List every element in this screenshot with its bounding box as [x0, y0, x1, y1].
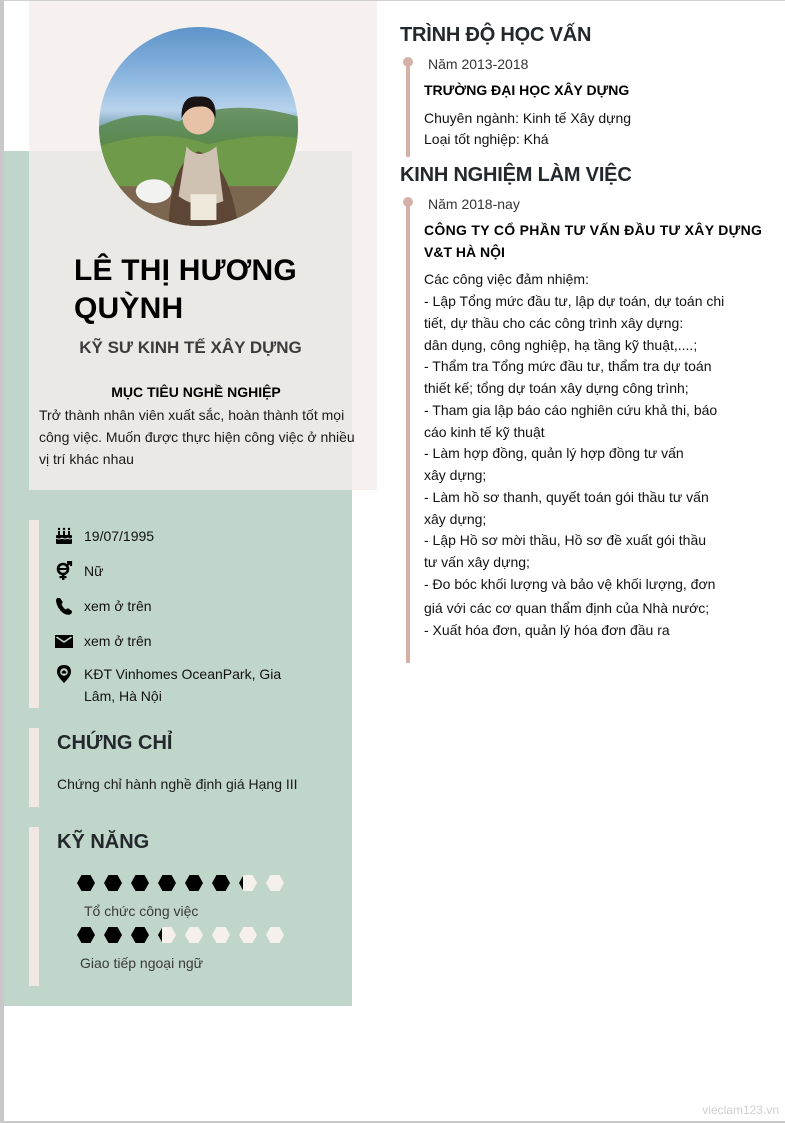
info-row-address	[54, 663, 304, 707]
skills-heading: KỸ NĂNG	[57, 831, 150, 853]
skill-rating-language	[77, 927, 284, 943]
email-icon	[54, 631, 74, 651]
rating-hexagon-filled	[158, 875, 176, 891]
experience-detail-line: - Lập Hồ sơ mời thầu, Hồ sơ đề xuất gói thầu	[424, 532, 707, 548]
address-value: KĐT Vinhomes OceanPark, Gia Lâm, Hà Nội	[84, 666, 282, 704]
objective-text: Trở thành nhân viên xuất sắc, hoàn thành tốt mọi công việc. Muốn được thực hiện công việc ở nhiều vị trí khác nhau	[39, 407, 355, 467]
experience-detail-line: - Thẩm tra Tổng mức đầu tư, thẩm tra dự toán	[424, 358, 712, 374]
phone-icon	[54, 596, 74, 616]
experience-detail-line: xây dựng;	[424, 467, 487, 483]
experience-detail-line: dân dụng, công nghiệp, hạ tầng kỹ thuật,....;	[424, 337, 698, 353]
section-accent-bar	[29, 520, 39, 708]
rating-hexagon-partial	[239, 875, 257, 891]
email-value: xem ở trên	[84, 633, 152, 649]
skill-rating-organization	[77, 875, 284, 891]
rating-hexagon-partial	[158, 927, 176, 943]
experience-date: Năm 2018-nay	[428, 196, 520, 212]
experience-detail-line: - Làm hợp đồng, quản lý hợp đồng tư vấn	[424, 445, 684, 461]
rating-hexagon-filled	[185, 875, 203, 891]
rating-hexagon-filled	[212, 875, 230, 891]
rating-hexagon-empty	[266, 927, 284, 943]
location-pin-icon	[54, 664, 74, 684]
rating-hexagon-empty	[266, 875, 284, 891]
education-date: Năm 2013-2018	[428, 56, 529, 72]
experience-detail-line: - Đo bóc khối lượng và bảo vệ khối lượng, đơn	[424, 576, 716, 592]
rating-hexagon-filled	[77, 927, 95, 943]
section-accent-bar	[29, 827, 39, 986]
rating-hexagon-filled	[104, 875, 122, 891]
skills-section	[29, 827, 329, 986]
birthday-cake-icon	[54, 526, 74, 546]
job-title: KỸ SƯ KINH TẾ XÂY DỰNG	[79, 338, 302, 357]
certificate-item: Chứng chỉ hành nghề định giá Hạng III	[57, 776, 298, 792]
gender-value: Nữ	[84, 563, 104, 579]
rating-hexagon-filled	[104, 927, 122, 943]
rating-hexagon-empty	[185, 927, 203, 943]
experience-heading: KINH NGHIỆM LÀM VIỆC	[400, 164, 632, 186]
candidate-name: LÊ THỊ HƯƠNG QUỲNH	[74, 254, 297, 325]
objective-heading: MỤC TIÊU NGHỀ NGHIỆP	[111, 384, 281, 400]
experience-detail-line: - Lập Tổng mức đầu tư, lập dự toán, dự toán chi	[424, 293, 725, 309]
experience-detail-line: giá với các cơ quan thẩm định của Nhà nước;	[424, 600, 710, 616]
certificates-section	[29, 728, 329, 807]
timeline-dot	[403, 57, 413, 67]
rating-hexagon-filled	[131, 875, 149, 891]
section-accent-bar	[29, 728, 39, 807]
experience-detail-line: Các công việc đảm nhiệm:	[424, 271, 589, 287]
rating-hexagon-filled	[131, 927, 149, 943]
certificates-heading: CHỨNG CHỈ	[57, 732, 173, 754]
experience-detail-line: - Tham gia lập báo cáo nghiên cứu khả thi, báo	[424, 402, 718, 418]
info-row-phone	[54, 595, 304, 617]
education-timeline	[406, 60, 410, 157]
skill-name: Tổ chức công việc	[84, 903, 199, 919]
education-heading: TRÌNH ĐỘ HỌC VẤN	[400, 24, 592, 46]
info-row-gender	[54, 560, 304, 582]
education-detail: Loại tốt nghiệp: Khá	[424, 131, 549, 147]
education-detail: Chuyên ngành: Kinh tế Xây dựng	[424, 110, 632, 126]
experience-detail-line: - Xuất hóa đơn, quản lý hóa đơn đầu ra	[424, 622, 670, 638]
rating-hexagon-empty	[239, 927, 257, 943]
personal-info-section	[29, 520, 329, 708]
experience-detail-line: tiết, dự thầu cho các công trình xây dựng:	[424, 315, 684, 331]
rating-hexagon-filled	[77, 875, 95, 891]
phone-value: xem ở trên	[84, 598, 152, 614]
info-row-email	[54, 630, 304, 652]
experience-company-line2: V&T HÀ NỘI	[424, 244, 505, 260]
experience-detail-line: cáo kinh tế kỹ thuật	[424, 424, 545, 440]
birthday-value: 19/07/1995	[84, 528, 155, 544]
experience-company: CÔNG TY CỔ PHẦN TƯ VẤN ĐẦU TƯ XÂY DỰNG	[424, 222, 763, 238]
experience-detail-line: xây dựng;	[424, 511, 487, 527]
profile-photo	[99, 27, 298, 226]
timeline-dot	[403, 197, 413, 207]
experience-detail-line: thiết kế; tổng dự toán xây dựng công trình;	[424, 380, 689, 396]
experience-detail-line: tư vấn xây dựng;	[424, 554, 530, 570]
experience-detail-line: - Làm hồ sơ thanh, quyết toán gói thầu tư vấn	[424, 489, 709, 505]
rating-hexagon-empty	[212, 927, 230, 943]
gender-icon	[54, 561, 74, 581]
education-school: TRƯỜNG ĐẠI HỌC XÂY DỰNG	[424, 82, 630, 98]
watermark: vieclam123.vn	[702, 1103, 779, 1117]
avatar	[99, 27, 298, 226]
skill-name: Giao tiếp ngoại ngữ	[80, 955, 204, 971]
info-row-birthday	[54, 525, 304, 547]
experience-timeline	[406, 200, 410, 663]
